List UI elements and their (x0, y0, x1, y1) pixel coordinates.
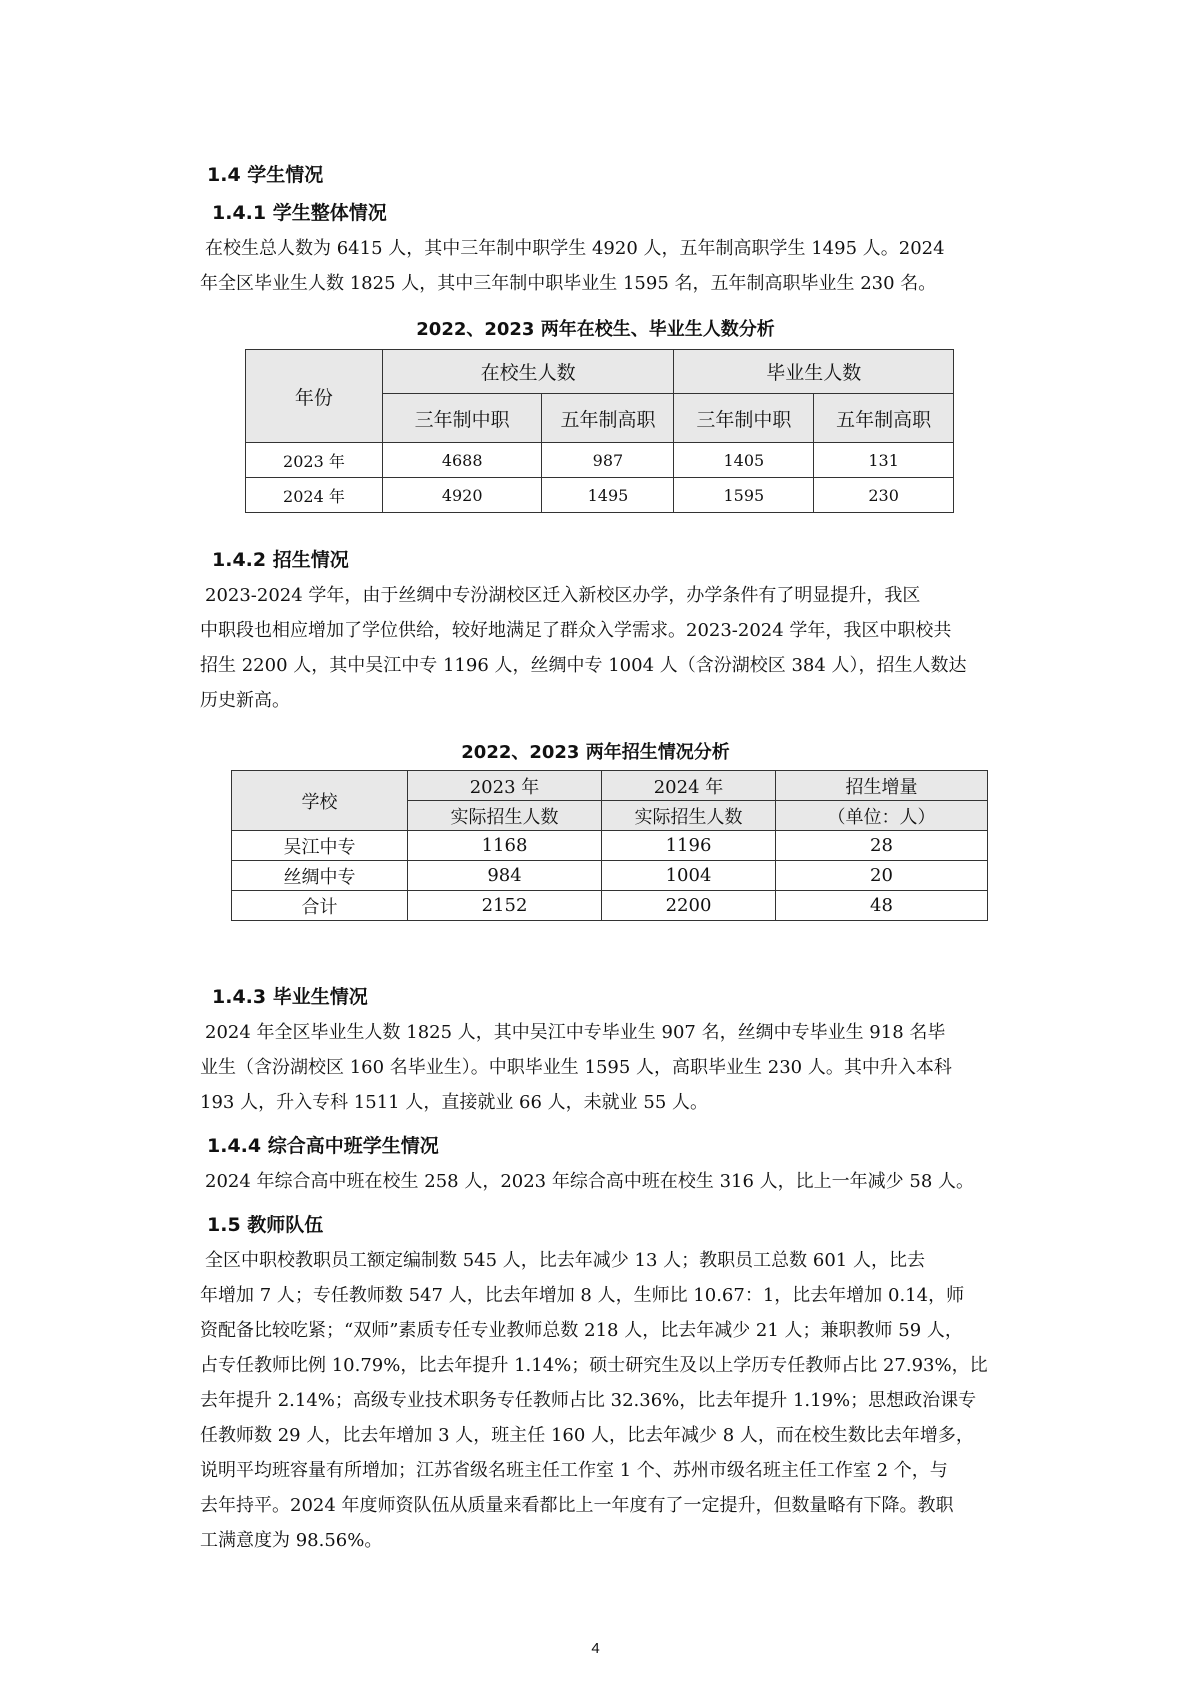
table-cell: 984 (408, 861, 602, 891)
table-cell: 48 (776, 891, 988, 921)
table-cell: 1595 (674, 478, 814, 513)
section-heading-1-4-4: 1.4.4 综合高中班学生情况 (207, 1135, 439, 1157)
table-cell: 4688 (382, 443, 542, 478)
table2-caption: 2022、2023 两年招生情况分析 (461, 742, 730, 763)
table-cell: 2200 (602, 891, 776, 921)
header-2024: 2024 年 (602, 771, 776, 801)
text-line: 历史新高。 (200, 690, 290, 711)
text-line: 占专任教师比例 10.79%，比去年提升 1.14%；硕士研究生及以上学历专任教师占比 27.93%，比 (200, 1355, 988, 1376)
section-heading-1-4-2: 1.4.2 招生情况 (212, 549, 349, 571)
text-line: 去年提升 2.14%；高级专业技术职务专任教师占比 32.36%，比去年提升 1.19%；思想政治课专 (200, 1390, 977, 1411)
table-cell: 28 (776, 831, 988, 861)
text-line: 全区中职校教职员工额定编制数 545 人，比去年减少 13 人；教职员工总数 601 人，比去 (205, 1250, 925, 1271)
table-row (232, 831, 988, 861)
admissions-table (231, 770, 988, 921)
table-cell: 987 (542, 443, 674, 478)
table-cell: 1495 (542, 478, 674, 513)
text-line: 招生 2200 人，其中吴江中专 1196 人，丝绸中专 1004 人（含汾湖校区 384 人），招生人数达 (200, 655, 967, 676)
paragraph-admissions (200, 578, 1033, 718)
text-line: 2023-2024 学年，由于丝绸中专汾湖校区迁入新校区办学，办学条件有了明显提升，我区 (205, 585, 921, 606)
section-heading-1-5: 1.5 教师队伍 (207, 1214, 324, 1236)
table-cell: 1168 (408, 831, 602, 861)
subheader-cell: 三年制中职 (674, 394, 814, 443)
table-row (232, 861, 988, 891)
table-cell: 131 (814, 443, 954, 478)
row-school: 吴江中专 (232, 831, 408, 861)
header-2023: 2023 年 (408, 771, 602, 801)
text-line: 去年持平。2024 年度师资队伍从质量来看都比上一年度有了一定提升，但数量略有下降。教职 (200, 1495, 954, 1516)
row-school: 丝绸中专 (232, 861, 408, 891)
subheader-unit: （单位：人） (776, 801, 988, 831)
row-year: 2023 年 (246, 443, 383, 478)
paragraph-graduates (200, 1015, 1033, 1120)
subheader-cell: 五年制高职 (542, 394, 674, 443)
text-line: 中职段也相应增加了学位供给，较好地满足了群众入学需求。2023-2024 学年，我区中职校共 (200, 620, 952, 641)
table-cell: 1405 (674, 443, 814, 478)
section-heading-1-4-3: 1.4.3 毕业生情况 (212, 986, 368, 1008)
table-cell: 2152 (408, 891, 602, 921)
table-cell: 4920 (382, 478, 542, 513)
text-line: 2024 年全区毕业生人数 1825 人，其中吴江中专毕业生 907 名，丝绸中专毕业生 918 名毕 (205, 1022, 946, 1043)
table-row (246, 478, 954, 513)
text-line: 年增加 7 人；专任教师数 547 人，比去年增加 8 人，生师比 10.67：1，比去年增加 0.14，师 (200, 1285, 965, 1306)
header-increase: 招生增量 (776, 771, 988, 801)
table-cell: 20 (776, 861, 988, 891)
table-row (246, 443, 954, 478)
table-cell: 230 (814, 478, 954, 513)
table-cell: 1196 (602, 831, 776, 861)
subheader-cell: 三年制中职 (382, 394, 542, 443)
section-heading-1-4: 1.4 学生情况 (207, 164, 324, 186)
text-line: 业生（含汾湖校区 160 名毕业生）。中职毕业生 1595 人，高职毕业生 230 人。其中升入本科 (200, 1057, 952, 1078)
table-cell: 1004 (602, 861, 776, 891)
header-school: 学校 (232, 771, 408, 831)
subheader-cell: 五年制高职 (814, 394, 954, 443)
row-year: 2024 年 (246, 478, 383, 513)
paragraph-comprehensive-class (205, 1164, 1033, 1199)
enrollment-graduates-table (245, 349, 954, 513)
subheader-actual-2024: 实际招生人数 (602, 801, 776, 831)
subheader-actual-2023: 实际招生人数 (408, 801, 602, 831)
header-graduates: 毕业生人数 (674, 350, 954, 394)
text-line: 2024 年综合高中班在校生 258 人，2023 年综合高中班在校生 316 人，比上一年减少 58 人。 (205, 1171, 975, 1192)
text-line: 任教师数 29 人，比去年增加 3 人，班主任 160 人，比去年减少 8 人，而在校生数比去年增多， (200, 1425, 974, 1446)
text-line: 年全区毕业生人数 1825 人，其中三年制中职毕业生 1595 名，五年制高职毕业生 230 名。 (200, 273, 937, 294)
text-line: 193 人，升入专科 1511 人，直接就业 66 人，未就业 55 人。 (200, 1092, 709, 1113)
table1-caption: 2022、2023 两年在校生、毕业生人数分析 (416, 319, 775, 340)
header-year: 年份 (246, 350, 383, 443)
paragraph-teachers (200, 1243, 1033, 1558)
text-line: 在校生总人数为 6415 人，其中三年制中职学生 4920 人，五年制高职学生 1495 人。2024 (205, 238, 945, 259)
header-enrolled: 在校生人数 (382, 350, 674, 394)
text-line: 工满意度为 98.56%。 (200, 1530, 383, 1551)
row-school: 合计 (232, 891, 408, 921)
text-line: 资配备比较吃紧；“双师”素质专任专业教师总数 218 人，比去年减少 21 人；兼职教师 59 人， (200, 1320, 963, 1341)
table-row (232, 891, 988, 921)
page-number: 4 (591, 1640, 600, 1657)
text-line: 说明平均班容量有所增加；江苏省级名班主任工作室 1 个、苏州市级名班主任工作室 2 个，与 (200, 1460, 948, 1481)
paragraph-overall (200, 231, 1033, 301)
section-heading-1-4-1: 1.4.1 学生整体情况 (212, 202, 387, 224)
